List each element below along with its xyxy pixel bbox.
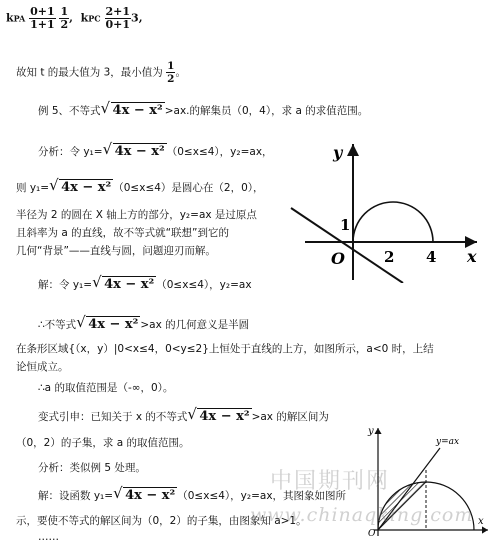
- paragraph-line: ……: [38, 531, 59, 543]
- sqrt-expression: √ 4x − x²: [114, 489, 177, 503]
- kpc-subscript: PC: [88, 13, 101, 24]
- tick-4: 4: [426, 248, 437, 266]
- kpc-fraction: $\frac{2+1}{0+1}$: [105, 5, 131, 31]
- watermark-url: www.chinaqking.com: [250, 504, 474, 526]
- therefore-line: ∴不等式√ 4x − x² >ax 的几何意义是半圆: [38, 318, 249, 332]
- paragraph-line: 示，要使不等式的解区间为（0，2）的子集，由图象知 a>1。: [16, 515, 307, 527]
- example-5: 例 5、不等式√ 4x − x² >ax.的解集员（0，4），求 a 的求值范围。: [38, 104, 368, 118]
- sqrt-expression: √ 4x − x²: [188, 410, 251, 424]
- line-label: y=ax: [436, 437, 460, 447]
- kpa-symbol: k: [6, 11, 14, 25]
- paragraph-line: 半径为 2 的圆在 X 轴上方的部分，y₂=ax 是过原点: [16, 209, 257, 221]
- semicircle: [353, 202, 433, 242]
- kpa-subscript: PA: [13, 13, 26, 24]
- y-label: y: [368, 426, 374, 437]
- paragraph-line: 几何“背景”——直线与圆，问题迎刃而解。: [16, 245, 216, 257]
- range-line: ∴a 的取值范围是（-∞，0）。: [38, 382, 174, 394]
- sqrt-expression: √ 4x − x²: [93, 278, 156, 292]
- kpc-symbol: k: [80, 11, 89, 25]
- sqrt-expression: √ 4x − x²: [50, 181, 113, 195]
- paragraph-line: 且斜率为 a 的直线，故不等式就“联想”到它的: [16, 227, 229, 239]
- variant-line: 变式引申：已知关于 x 的不等式√ 4x − x² >ax 的解区间为: [38, 410, 329, 424]
- tick-2: 2: [384, 248, 395, 266]
- y-label: y: [333, 143, 343, 162]
- sqrt-expression: √ 4x − x²: [77, 318, 140, 332]
- tick-1: 1: [340, 216, 351, 234]
- x-label: x: [478, 516, 484, 527]
- slope-line: kPA $\frac{0+1}{1+1}$ $\frac{1}{2}$ , kPC $\frac{2+1}{0+1}$ 3,: [6, 5, 143, 31]
- solve-line: 解：令 y₁=√ 4x − x² （0≤x≤4），y₂=ax: [38, 278, 252, 292]
- semicircle-figure: [285, 138, 485, 283]
- kpa-fraction: $\frac{0+1}{1+1}$: [30, 5, 55, 31]
- x-label: x: [467, 247, 477, 266]
- then-line: 则 y₁=√ 4x − x² （0≤x≤4）是圆心在（2，0），: [16, 181, 264, 195]
- half-fraction: $\frac{1}{2}$: [60, 5, 69, 31]
- paragraph-line: （0，2）的子集，求 a 的取值范围。: [16, 437, 190, 449]
- paragraph-line: 分析：类似例 5 处理。: [38, 462, 146, 474]
- origin-label: O: [331, 249, 345, 268]
- watermark-cn: 中国期刊网: [270, 469, 391, 494]
- sqrt-expression: √ 4x − x²: [104, 145, 167, 159]
- analysis-line: 分析：令 y₁=√ 4x − x² （0≤x≤4），y₂=ax，: [38, 145, 273, 159]
- origin-label: O: [368, 529, 376, 537]
- solve2-line: 解：设函数 y₁=√ 4x − x² （0≤x≤4），y₂=ax，其图象如图所: [38, 489, 346, 503]
- max-min-line: 故知 t 的最大值为 3，最小值为 $\frac{1}{2}$ 。: [16, 60, 186, 85]
- min-fraction: $\frac{1}{2}$: [167, 60, 175, 85]
- paragraph-line: 在条形区域{（x，y）|0<x≤4，0<y≤2}上恒处于直线的上方，如图所示，a<0 时，上结: [16, 343, 434, 355]
- paragraph-line: 论恒成立。: [16, 361, 69, 373]
- sqrt-expression: √ 4x − x²: [102, 104, 165, 118]
